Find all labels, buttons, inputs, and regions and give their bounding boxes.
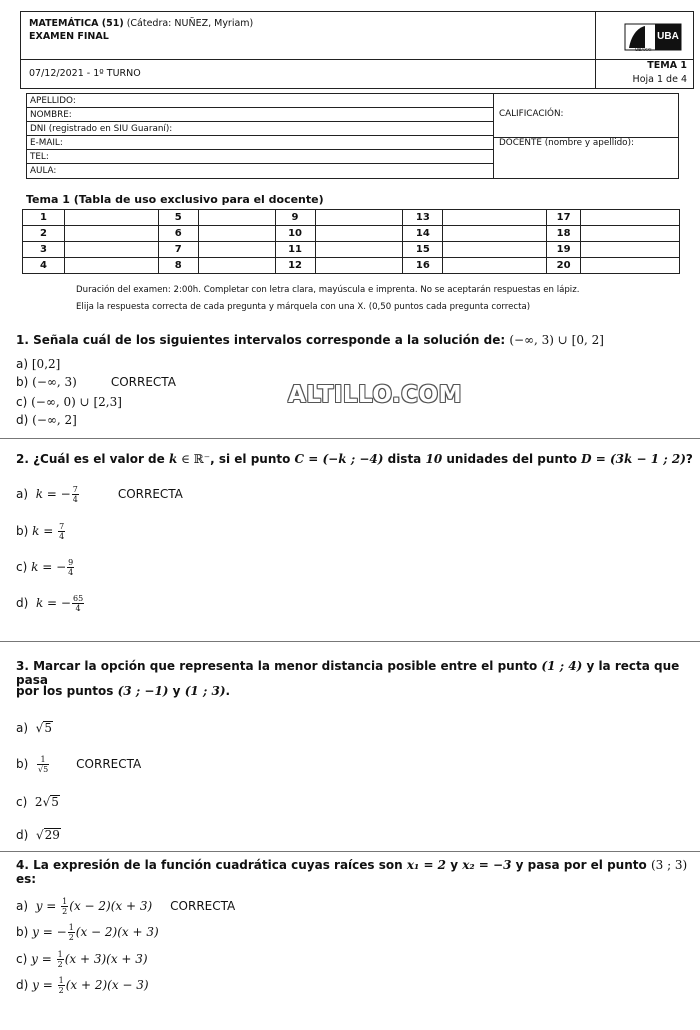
question-1	[16, 333, 604, 347]
answer-cell[interactable]	[315, 242, 403, 258]
question-number-cell: 2	[23, 226, 65, 242]
q2-option-a[interactable]: a) k = − $\frac{7}{4}$ CORRECTA	[16, 485, 183, 504]
correct-mark: CORRECTA	[110, 375, 176, 389]
answer-cell[interactable]	[64, 210, 158, 226]
question-number-cell: 9	[275, 210, 315, 226]
q1-option-a[interactable]: a) [0,2]	[16, 357, 61, 371]
q4-option-d[interactable]: d) y = $\frac{1}{2}$ (x + 2)(x − 3)	[16, 976, 149, 995]
course-name: MATEMÁTICA (51)	[29, 18, 124, 29]
answer-table-row	[23, 226, 680, 242]
q1-option-c[interactable]: c) (−∞, 0) ∪ [2,3]	[16, 395, 122, 409]
answer-table	[22, 209, 680, 274]
answer-table-title: Tema 1 (Tabla de uso exclusivo para el docente)	[26, 193, 324, 206]
divider	[0, 641, 700, 642]
answer-cell[interactable]	[198, 242, 275, 258]
correct-mark: CORRECTA	[170, 899, 236, 913]
answer-cell[interactable]	[64, 258, 158, 274]
answer-cell[interactable]	[443, 258, 547, 274]
q2-option-b[interactable]: b) k = $\frac{7}{4}$	[16, 522, 65, 541]
answer-cell[interactable]	[198, 210, 275, 226]
question-number-cell: 19	[547, 242, 581, 258]
question-number-cell: 20	[547, 258, 581, 274]
answer-cell[interactable]	[581, 258, 680, 274]
exam-date: 07/12/2021 - 1º TURNO	[29, 68, 141, 79]
question-number-cell: 11	[275, 242, 315, 258]
answer-cell[interactable]	[443, 242, 547, 258]
question-1-expression: (−∞, 3) ∪ [0, 2]	[509, 333, 604, 347]
answer-cell[interactable]	[581, 226, 680, 242]
exam-note-duration: Duración del examen: 2:00h. Completar con letra clara, mayúscula e imprenta. No se aceptarán respuestas en lápiz.	[76, 285, 580, 295]
student-info-box	[26, 93, 679, 179]
aula-field[interactable]: AULA:	[30, 166, 57, 176]
question-number-cell: 10	[275, 226, 315, 242]
logo-subtext: UBAXXI	[635, 47, 652, 52]
answer-table-row	[23, 210, 680, 226]
calificacion-field[interactable]: CALIFICACIÓN:	[499, 109, 564, 119]
answer-cell[interactable]	[315, 210, 403, 226]
logo-text: UBA	[657, 31, 679, 42]
course-info	[29, 17, 253, 43]
tel-field[interactable]: TEL:	[27, 150, 493, 164]
watermark: ALTILLO.COM	[288, 382, 462, 408]
answer-cell[interactable]	[64, 242, 158, 258]
question-4: 4. La expresión de la función cuadrática cuyas raíces son x₁ = 2 y x₂ = −3 y pasa por el punto (3 ; 3) es:	[16, 858, 688, 886]
apellido-field[interactable]: APELLIDO:	[27, 94, 493, 108]
dni-field[interactable]: DNI (registrado en SIU Guaraní):	[27, 122, 493, 136]
exam-type: EXAMEN FINAL	[29, 31, 109, 42]
question-number-cell: 14	[403, 226, 443, 242]
answer-cell[interactable]	[315, 226, 403, 242]
question-number-cell: 4	[23, 258, 65, 274]
email-field[interactable]: E-MAIL:	[27, 136, 493, 150]
question-1-text: 1. Señala cuál de los siguientes intervalos corresponde a la solución de:	[16, 333, 510, 347]
q4-option-c[interactable]: c) y = $\frac{1}{2}$ (x + 3)(x + 3)	[16, 950, 148, 969]
exam-note-instructions: Elija la respuesta correcta de cada pregunta y márquela con una X. (0,50 puntos cada pregunta correcta)	[76, 302, 531, 312]
catedra: (Cátedra: NUÑEZ, Myriam)	[123, 18, 254, 29]
question-number-cell: 1	[23, 210, 65, 226]
answer-table-row	[23, 242, 680, 258]
answer-cell[interactable]	[198, 258, 275, 274]
answer-cell[interactable]	[198, 226, 275, 242]
question-3: 3. Marcar la opción que representa la menor distancia posible entre el punto (1 ; 4) y la recta que pasa	[16, 659, 680, 687]
q3-option-c[interactable]: c) 2√5	[16, 795, 59, 809]
divider	[0, 438, 700, 439]
nombre-field[interactable]: NOMBRE:	[27, 108, 493, 122]
question-number-cell: 15	[403, 242, 443, 258]
question-number-cell: 17	[547, 210, 581, 226]
question-number-cell: 6	[158, 226, 198, 242]
q3-option-a[interactable]: a) √5	[16, 721, 52, 735]
question-number-cell: 16	[403, 258, 443, 274]
divider	[0, 851, 700, 852]
answer-cell[interactable]	[443, 226, 547, 242]
exam-header	[20, 11, 694, 89]
q1-option-d[interactable]: d) (−∞, 2]	[16, 413, 77, 427]
question-3-line2: por los puntos (3 ; −1) y (1 ; 3).	[16, 684, 231, 698]
docente-field[interactable]: DOCENTE (nombre y apellido):	[499, 138, 634, 148]
answer-cell[interactable]	[64, 226, 158, 242]
question-number-cell: 7	[158, 242, 198, 258]
question-number-cell: 13	[403, 210, 443, 226]
answer-cell[interactable]	[581, 242, 680, 258]
question-number-cell: 18	[547, 226, 581, 242]
q3-option-d[interactable]: d) √29	[16, 828, 60, 842]
page-indicator: Hoja 1 de 4	[632, 74, 687, 85]
question-2: 2. ¿Cuál es el valor de k ∈ ℝ⁻, si el punto C = (−k ; −4) dista 10 unidades del punto D = (3k − 1 ; 2)?	[16, 452, 693, 466]
question-number-cell: 5	[158, 210, 198, 226]
answer-cell[interactable]	[315, 258, 403, 274]
q2-option-d[interactable]: d) k = − $\frac{65}{4}$	[16, 594, 84, 613]
q3-option-b[interactable]: b) $\frac{1}{√5}$ CORRECTA	[16, 755, 142, 774]
q4-option-a[interactable]: a) y = $\frac{1}{2}$ (x − 2)(x + 3) CORRECTA	[16, 897, 236, 916]
q2-option-c[interactable]: c) k = − $\frac{9}{4}$	[16, 558, 74, 577]
correct-mark: CORRECTA	[76, 757, 142, 771]
question-number-cell: 3	[23, 242, 65, 258]
answer-table-row	[23, 258, 680, 274]
q1-option-b[interactable]: b) (−∞, 3) CORRECTA	[16, 375, 176, 389]
answer-cell[interactable]	[443, 210, 547, 226]
question-number-cell: 8	[158, 258, 198, 274]
answer-cell[interactable]	[581, 210, 680, 226]
correct-mark: CORRECTA	[117, 487, 183, 501]
tema-label: TEMA 1	[647, 60, 687, 71]
q4-option-b[interactable]: b) y = − $\frac{1}{2}$ (x − 2)(x + 3)	[16, 923, 159, 942]
question-number-cell: 12	[275, 258, 315, 274]
uba-xxi-logo	[611, 20, 691, 54]
